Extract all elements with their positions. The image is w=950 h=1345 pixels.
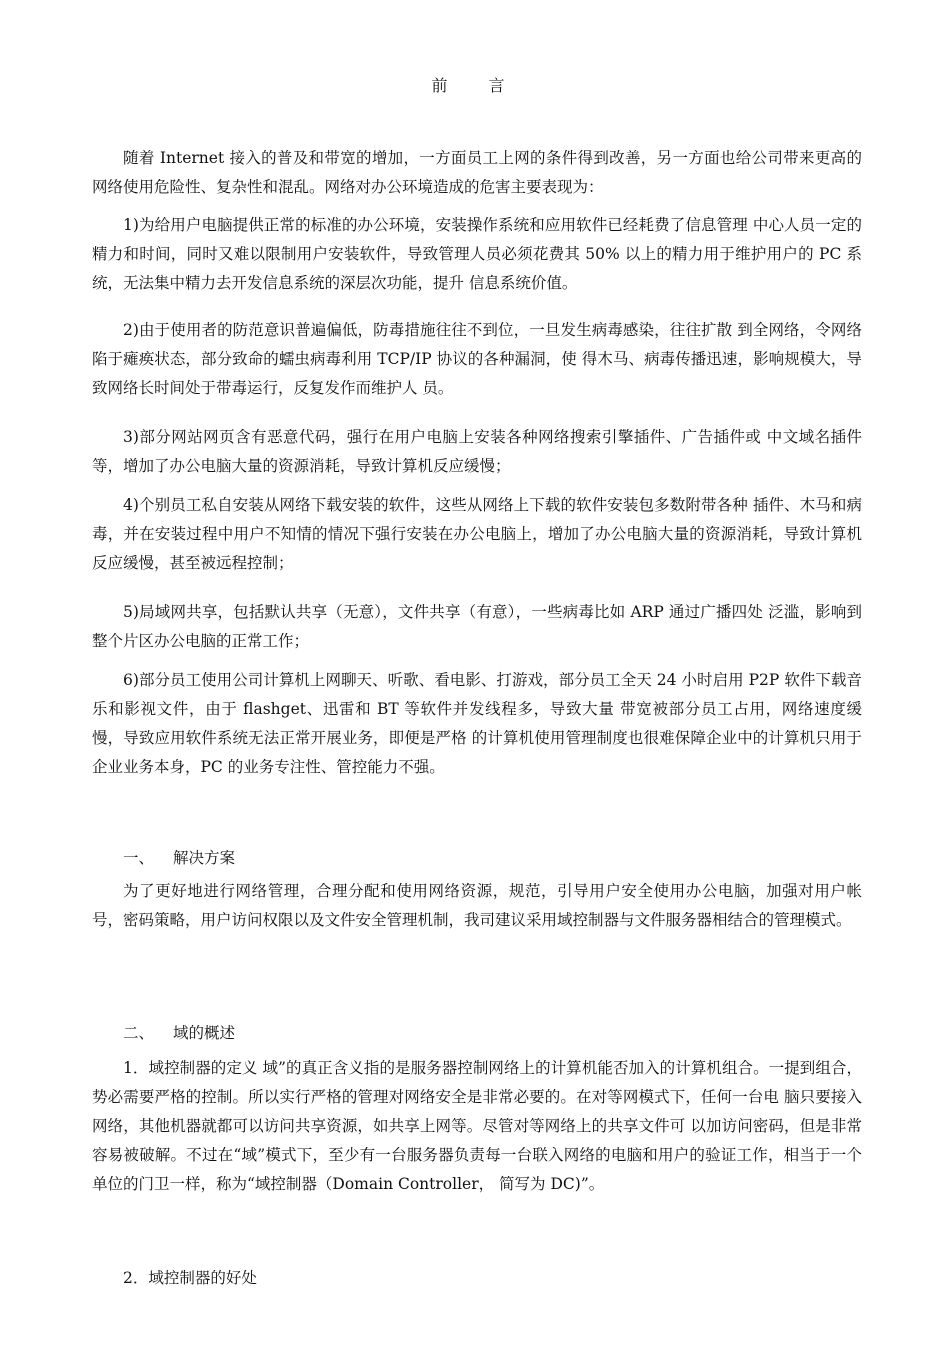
section-heading-solution (123, 844, 235, 873)
item-paragraph-4: 4)个别员工私自安装从网络下载安装的软件，这些从网络上下载的软件安装包多数附带各种 插件、木马和病毒，并在安装过程中用户不知情的情况下强行安装在办公电脑上，增加了办公电脑大量的资源消耗，导致计算机反应缓慢，甚至被远程控制； (92, 496, 862, 572)
item-paragraph-6: 6)部分员工使用公司计算机上网聊天、听歌、看电影、打游戏，部分员工全天 24 小时启用 P2P 软件下载音乐和影视文件，由于 flashget、迅雷和 BT 等软件并发线程多，导致大量 带宽被部分员工占用，网络速度缓慢，导致应用软件系统无法正常开展业务，即便是严格 的计算机使用管理制度也很难保障企业中的计算机只用于企业业务本身，PC 的业务专注性、管控能力不强。 (92, 671, 862, 776)
section-title: 域的概述 (173, 1024, 236, 1042)
section-number: 二、 (123, 1024, 155, 1042)
item-paragraph-5: 5)局域网共享，包括默认共享（无意），文件共享（有意），一些病毒比如 ARP 通过广播四处 泛滥，影响到整个片区办公电脑的正常工作； (92, 603, 862, 650)
item-paragraph-1: 1)为给用户电脑提供正常的标准的办公环境，安装操作系统和应用软件已经耗费了信息管理 中心人员一定的精力和时间，同时又难以限制用户安装软件，导致管理人员必须花费其 50% 以上的精力用于维护用户的 PC 系统，无法集中精力去开发信息系统的深层次功能，提升 信息系统价值。 (92, 216, 862, 292)
item-paragraph-2: 2)由于使用者的防范意识普遍偏低，防毒措施往往不到位，一旦发生病毒感染，往往扩散 到全网络，令网络陷于瘫痪状态，部分致命的蠕虫病毒利用 TCP/IP 协议的各种漏洞，使 得木马、病毒传播迅速，影响规模大，导致网络长时间处于带毒运行，反复发作而维护人 员。 (92, 321, 862, 397)
domain-paragraph-2: 2．域控制器的好处 (123, 1269, 257, 1287)
solution-paragraph: 为了更好地进行网络管理，合理分配和使用网络资源，规范，引导用户安全使用办公电脑，加强对用户帐号，密码策略，用户访问权限以及文件安全管理机制，我司建议采用域控制器与文件服务器相结合的管理模式。 (92, 882, 862, 929)
section-heading-domain (123, 1019, 235, 1048)
page-title: 前 言 (431, 76, 523, 95)
item-paragraph-3: 3)部分网站网页含有恶意代码，强行在用户电脑上安装各种网络搜索引擎插件、广告插件或 中文域名插件等，增加了办公电脑大量的资源消耗，导致计算机反应缓慢； (92, 428, 862, 475)
domain-paragraph-1: 1．域控制器的定义 域”的真正含义指的是服务器控制网络上的计算机能否加入的计算机组合。一提到组合，势必需要严格的控制。所以实行严格的管理对网络安全是非常必要的。在对等网模式下，任何一台电 脑只要接入网络，其他机器就都可以访问共享资源，如共享上网等。尽管对等网络上的共享文件可 以加访问密码，但是非常容易被破解。不过在“域”模式下，至少有一台服务器负责每一台联入网络的电脑和用户的验证工作，相当于一个单位的门卫一样，称为“域控制器（Domain Controller， 简写为 DC)”。 (92, 1059, 862, 1193)
intro-paragraph: 随着 Internet 接入的普及和带宽的增加，一方面员工上网的条件得到改善，另一方面也给公司带来更高的网络使用危险性、复杂性和混乱。网络对办公环境造成的危害主要表现为： (92, 149, 862, 196)
section-number: 一、 (123, 849, 155, 867)
section-title: 解决方案 (173, 849, 236, 867)
